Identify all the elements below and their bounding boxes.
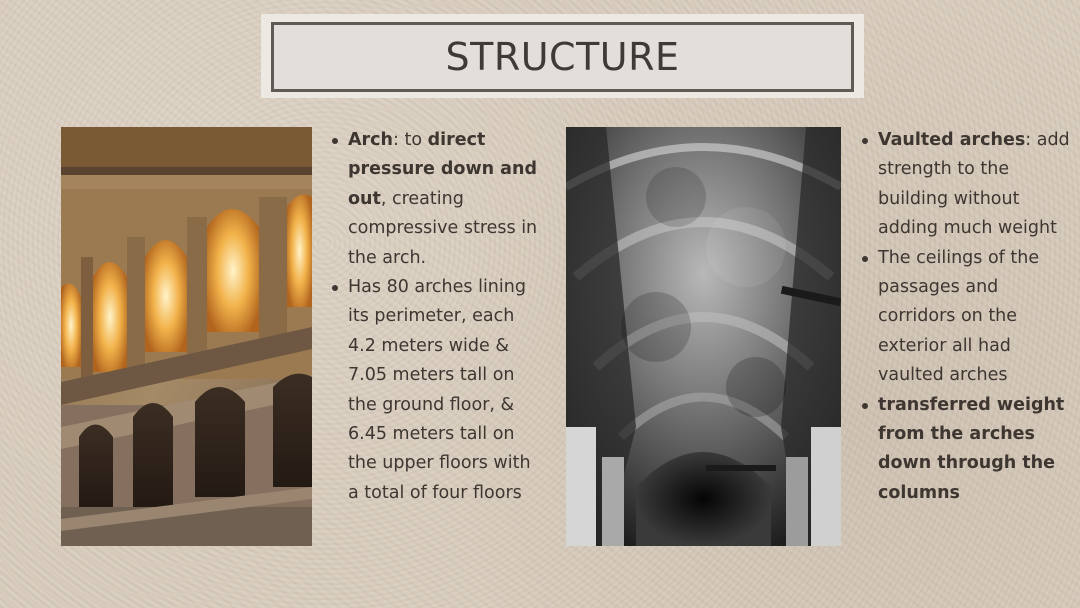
vaulted-corridor-photo: [566, 127, 841, 546]
arch-text-2: , creating compressive stress in the arch.: [348, 188, 538, 268]
vaulted-corridor-image: [566, 127, 841, 546]
ceilings-text: The ceilings of the passages and corridors on the exterior all had vaulted arches: [878, 247, 1040, 386]
vaulted-arches-text: : add strength to the building without adding much weight: [878, 130, 1070, 239]
bullet-arch: [330, 126, 540, 273]
bullet-ceilings: [860, 244, 1075, 391]
arch-term: Arch: [348, 130, 394, 150]
bullet-arch-count: [330, 273, 540, 508]
arch-text-1: : to: [393, 130, 428, 150]
bullet-weight-transfer: [860, 391, 1075, 509]
arch-count-text: Has 80 arches lining its perimeter, each 4.2 meters wide & 7.05 meters tall on the ground floor, & 6.45 meters tall on the upper floors with a total of four floors: [348, 277, 531, 503]
colosseum-exterior-image: [61, 127, 312, 546]
bullet-vaulted-arches: [860, 126, 1075, 244]
title-box: [271, 22, 854, 92]
slide-title: STRUCTURE: [445, 35, 680, 79]
weight-transfer-text: transferred weight from the arches down through the columns: [878, 394, 1065, 503]
left-bullet-list: [330, 126, 540, 508]
title-frame: [261, 14, 864, 98]
right-bullet-list: [860, 126, 1075, 508]
colosseum-exterior-photo: [61, 127, 312, 546]
vaulted-arches-term: Vaulted arches: [878, 130, 1026, 150]
arch-emphasis: direct pressure down and out: [348, 130, 537, 209]
